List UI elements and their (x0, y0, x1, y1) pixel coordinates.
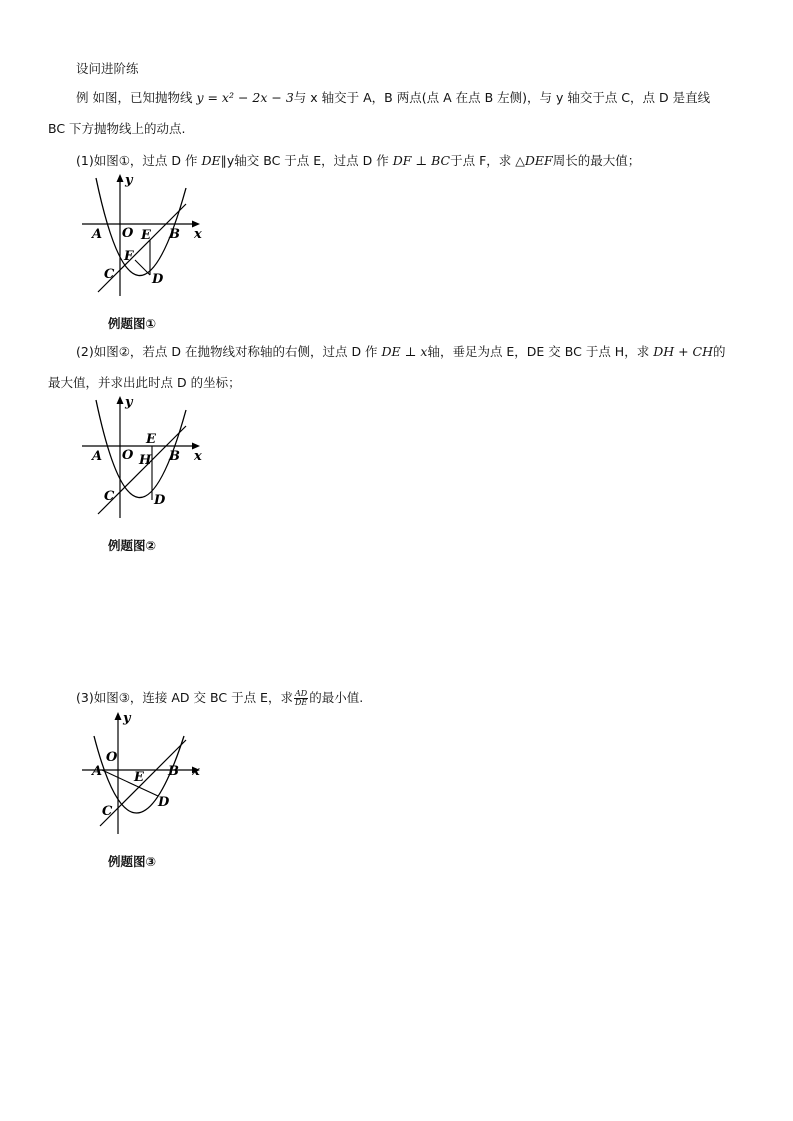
label-e: E (141, 228, 151, 243)
y-axis-arrow-icon (117, 174, 124, 182)
q2-text-2: 轴，垂足为点 E，DE 交 BC 于点 H，求 (427, 344, 654, 359)
example-equation: y = x² − 2x − 3 (196, 90, 294, 105)
label-f: F (124, 249, 134, 264)
q3-text-1: (3)如图③，连接 AD 交 BC 于点 E，求 (76, 690, 293, 705)
label-a: A (92, 449, 103, 464)
label-d: D (152, 272, 164, 287)
label-a: A (92, 227, 103, 242)
q3-text-2: 的最小值. (309, 690, 364, 705)
question-2 (76, 344, 726, 360)
figure-2-graph (78, 392, 208, 522)
q2-text-3: 的 (713, 344, 726, 359)
label-h: H (139, 453, 152, 468)
figure-1-graph (78, 170, 208, 300)
q1-text-4: 周长的最大值； (552, 153, 641, 168)
label-x: x (194, 227, 202, 242)
q1-math-1: DE (201, 153, 221, 168)
label-a: A (92, 764, 103, 779)
figure-2 (78, 392, 208, 522)
label-c: C (104, 267, 115, 282)
q1-math-2: DF ⊥ BC (392, 153, 451, 168)
q2-math-1: DE ⊥ x (381, 344, 428, 359)
label-c: C (104, 489, 115, 504)
label-b: B (169, 227, 180, 242)
question-1 (76, 153, 640, 169)
question-2-line-2: 最大值，并求出此时点 D 的坐标； (48, 375, 241, 390)
label-c: C (102, 804, 113, 819)
label-o: O (122, 448, 134, 463)
label-y: y (125, 395, 133, 410)
segment-df (135, 260, 150, 275)
q3-fraction (294, 690, 308, 707)
q1-text-2: ∥y轴交 BC 于点 E，过点 D 作 (220, 153, 393, 168)
figure-1-caption: 例题图① (108, 316, 157, 331)
label-x: x (194, 449, 202, 464)
label-y: y (123, 711, 131, 726)
figure-3 (78, 708, 208, 838)
q1-text-1: (1)如图①，过点 D 作 (76, 153, 202, 168)
example-line-1 (76, 90, 710, 106)
label-b: B (169, 449, 180, 464)
label-e: E (134, 770, 144, 785)
section-title: 设问进阶练 (76, 61, 139, 76)
label-e: E (146, 432, 156, 447)
y-axis-arrow-icon (117, 396, 124, 404)
example-line-2: BC 下方抛物线上的动点. (48, 121, 186, 136)
figure-3-graph (78, 708, 208, 838)
segment-ad (102, 770, 158, 796)
q2-text-1: (2)如图②，若点 D 在抛物线对称轴的右侧，过点 D 作 (76, 344, 382, 359)
label-d: D (154, 493, 166, 508)
figure-2-caption: 例题图② (108, 538, 157, 553)
label-d: D (158, 795, 170, 810)
y-axis-arrow-icon (115, 712, 122, 720)
example-rest: 与 x 轴交于 A，B 两点(点 A 在点 B 左侧)，与 y 轴交于点 C，点 D 是直线 (293, 90, 711, 105)
q3-fraction-numerator: AD (294, 689, 308, 698)
label-b: B (168, 764, 179, 779)
example-lead: 例 如图，已知抛物线 (76, 90, 197, 105)
label-y: y (125, 173, 133, 188)
q2-math-2: DH + CH (653, 344, 713, 359)
label-o: O (106, 750, 118, 765)
label-o: O (122, 226, 134, 241)
question-3 (76, 690, 363, 707)
q1-text-3: 于点 F，求 △ (450, 153, 525, 168)
figure-3-caption: 例题图③ (108, 854, 157, 869)
label-x: x (192, 764, 200, 779)
q3-fraction-denominator: DE (294, 698, 308, 707)
q1-math-3: DEF (524, 153, 553, 168)
figure-1 (78, 170, 208, 300)
